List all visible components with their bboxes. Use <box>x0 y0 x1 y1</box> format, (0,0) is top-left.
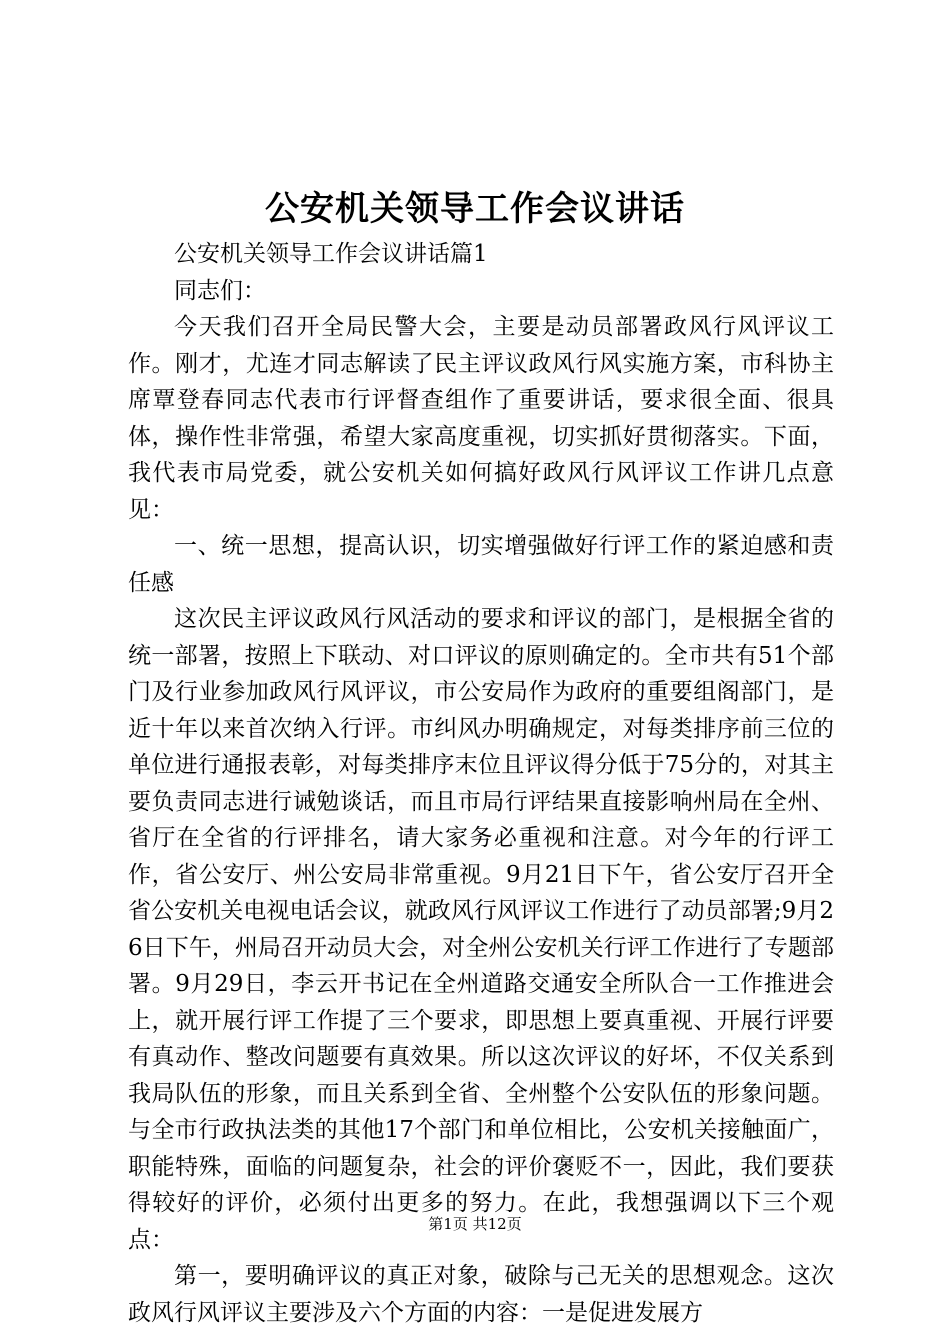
paragraph: 第一，要明确评议的真正对象，破除与己无关的思想观念。这次政风行风评议主要涉及六个方面的内容：一是促进发展方 <box>128 1263 834 1326</box>
section-heading: 公安机关领导工作会议讲话篇1 <box>174 241 488 267</box>
paragraph: 这次民主评议政风行风活动的要求和评议的部门，是根据全省的统一部署，按照上下联动、对口评议的原则确定的。全市共有51个部门及行业参加政风行风评议，市公安局作为政府的重要组阁部门，是近十年以来首次纳入行评。市纠风办明确规定，对每类排序前三位的单位进行通报表彰，对每类排序末位且评议得分低于75分的，对其主要负责同志进行诫勉谈话，而且市局行评结果直接影响州局在全州、省厅在全省的行评排名，请大家务必重视和注意。对今年的行评工作，省公安厅、州公安局非常重视。9月21日下午，省公安厅召开全省公安机关电视电话会议，就政风行风评议工作进行了动员部署;9月26日下午，州局召开动员大会，对全州公安机关行评工作进行了专题部署。9月29日，李云开书记在全州道路交通安全所队合一工作推进会上，就开展行评工作提了三个要求，即思想上要真重视、开展行评要有真动作、整改问题要有真效果。所以这次评议的好坏，不仅关系到我局队伍的形象，而且关系到全省、全州整个公安队伍的形象问题。与全市行政执法类的其他17个部门和单位相比，公安机关接触面广，职能特殊，面临的问题复杂，社会的评价褒贬不一，因此，我们要获得较好的评价，必须付出更多的努力。在此，我想强调以下三个观点： <box>128 606 834 1253</box>
paragraph-heading: 一、统一思想，提高认识，切实增强做好行评工作的紧迫感和责任感 <box>128 533 834 596</box>
document-title: 公安机关领导工作会议讲话 <box>265 189 685 229</box>
page-number-footer: 第1页 共12页 <box>428 1215 522 1233</box>
document-body <box>128 236 834 1331</box>
paragraph: 今天我们召开全局民警大会，主要是动员部署政风行风评议工作。刚才，尤连才同志解读了民主评议政风行风实施方案，市科协主席覃登春同志代表市行评督查组作了重要讲话，要求很全面、很具体，操作性非常强，希望大家高度重视，切实抓好贯彻落实。下面，我代表市局党委，就公安机关如何搞好政风行风评议工作讲几点意见： <box>128 314 834 523</box>
salutation: 同志们： <box>174 277 266 304</box>
